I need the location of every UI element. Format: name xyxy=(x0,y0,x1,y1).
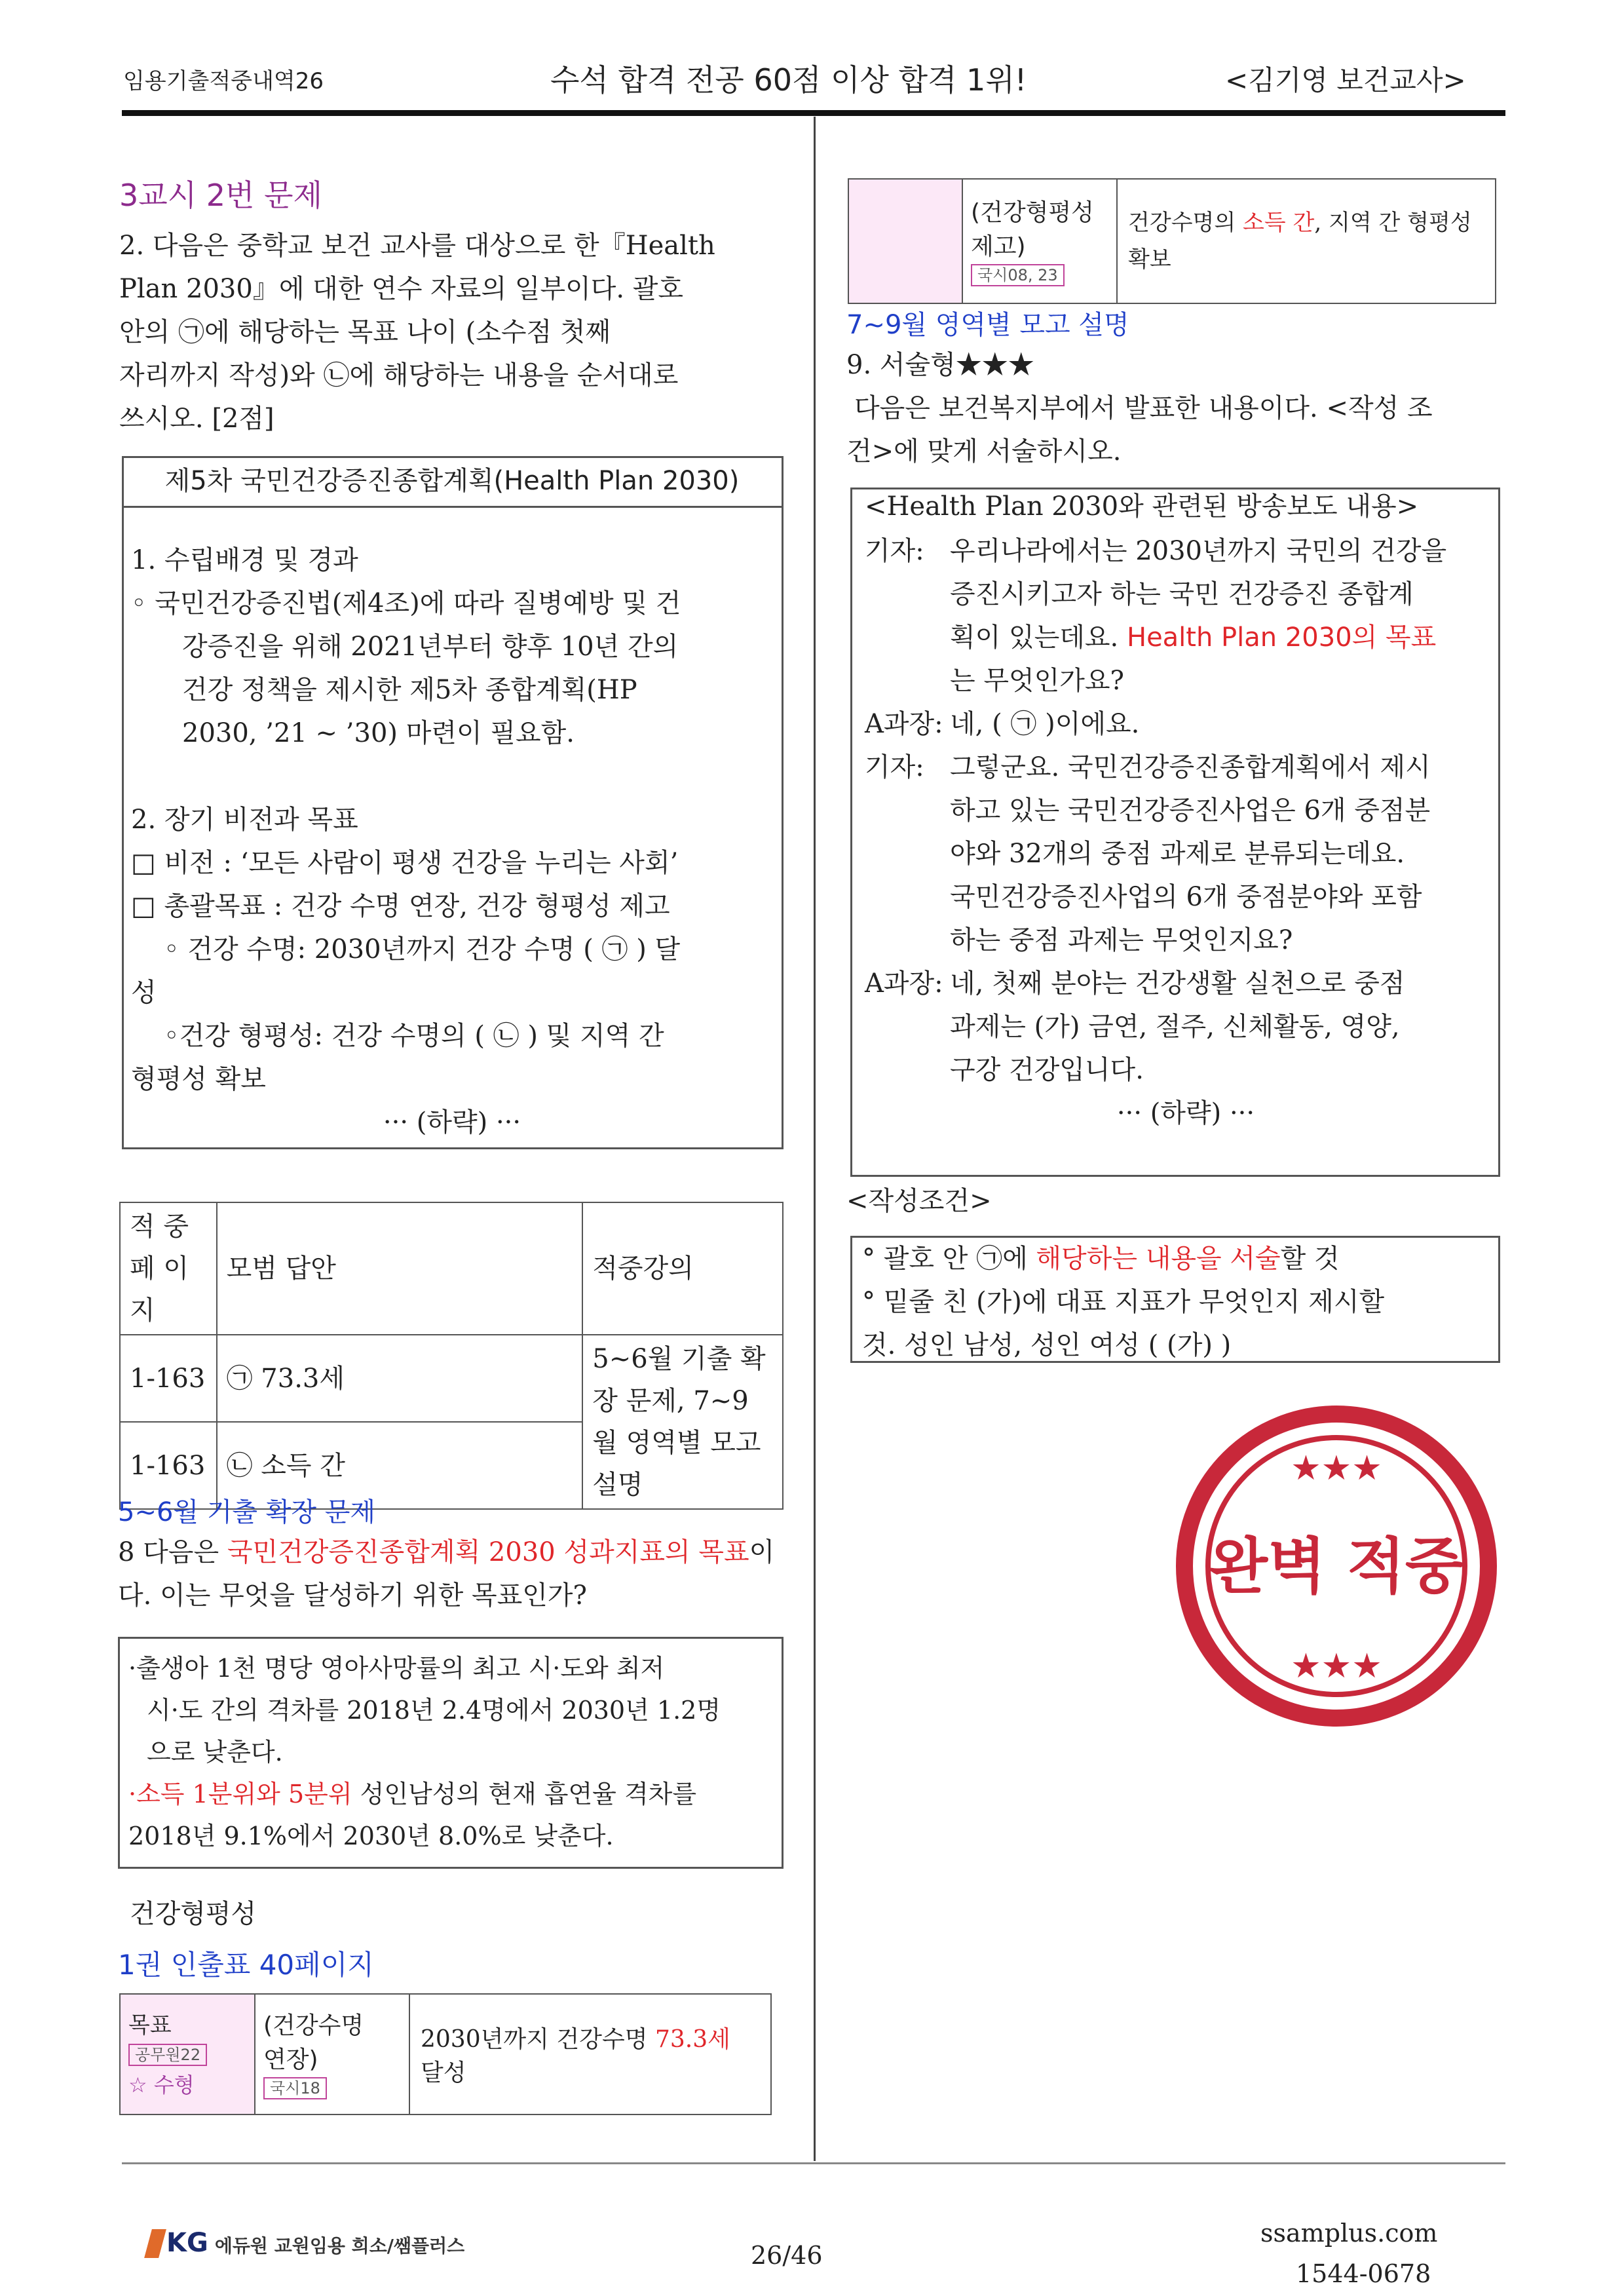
table-row xyxy=(120,1202,783,1335)
footer-logo: KG 에듀원 교원임용 희소/쌤플러스 xyxy=(148,2228,464,2258)
header-right: <김기영 보건교사> xyxy=(1225,64,1466,96)
header-center: 수석 합격 전공 60점 이상 합격 1위! xyxy=(550,62,1027,98)
broadcast-box-title: <Health Plan 2030와 관련된 방송보도 내용> xyxy=(865,491,1419,522)
table-cell: 1-163 xyxy=(120,1335,217,1422)
indicator-box-body: ·출생아 1천 명당 영아사망률의 최고 시·도와 최저 시·도 간의 격차를 2018년 2.4명에서 2030년 1.2명 으로 낮춘다. ·소득 1분위와 5분위 성인남성의 현재 흡연율 격차를 2018년 9.1%에서 2030년 8.0%로 낮춘다. xyxy=(128,1654,721,1850)
table-row xyxy=(120,1994,771,2114)
footer-phone: 1544-0678 xyxy=(1296,2259,1431,2288)
section-title: 3교시 2번 문제 xyxy=(119,178,322,213)
table-header-answer: 모범 답안 xyxy=(217,1202,583,1335)
right-section-title: 7~9월 영역별 모고 설명 xyxy=(846,310,1129,340)
exam-tag: 공무원22 xyxy=(128,2044,207,2066)
exam-tag: 국시08, 23 xyxy=(971,264,1065,286)
stamp-text: 완벽 적중 xyxy=(1209,1531,1463,1601)
question-9-title: 9. 서술형★★★ xyxy=(846,350,1034,380)
star-icon: ☆ xyxy=(128,2073,147,2097)
answer-table xyxy=(119,1202,784,1510)
section3-title: 1권 인출표 40페이지 xyxy=(118,1949,374,1981)
question-8-line1: 8 다음은 국민건강증진종합계획 2030 성과지표의 목표이 xyxy=(118,1537,775,1567)
goal-cell-content: 2030년까지 건강수명 73.3세 달성 xyxy=(409,1994,771,2114)
question-9-line2: 건>에 맞게 서술하시오. xyxy=(846,436,1122,467)
page-number: 26/46 xyxy=(751,2241,823,2270)
svg-text:★★★: ★★★ xyxy=(1291,1449,1382,1488)
plan-box-title-rule xyxy=(122,506,784,508)
equity-cell-content: 건강수명의 소득 간, 지역 간 형평성 확보 xyxy=(1117,179,1496,303)
goal-cell-label: 목표 공무원22 ☆ 수형 xyxy=(120,1994,255,2114)
footer-rule xyxy=(122,2162,1505,2164)
goal-table xyxy=(119,1993,772,2115)
equity-table xyxy=(848,178,1496,304)
table-cell: 1-163 xyxy=(120,1422,217,1509)
condition-box-body: ° 괄호 안 ㉠에 해당하는 내용을 서술할 것 ° 밑줄 친 (가)에 대표 지표가 무엇인지 제시할 것. 성인 남성, 성인 여성 ( (가) ) xyxy=(862,1244,1385,1360)
broadcast-box-body: 기자: 우리나라에서는 2030년까지 국민의 건강을 증진시키고자 하는 국민 건강증진 종합계 획이 있는데요. Health Plan 2030의 목표 는 무엇인가요? A과장: 네, ( ㉠ )이에요. 기자: 그렇군요. 국민건강증진종합계획에서 제시 하고 있는 국민건강증진사업은 6개 중점분 야와 32개의 중점 과제로 분류되는데요. 국민건강증진사업의 6개 중점분야와 포함 하는 중점 과제는 무엇인지요? A과장: 네, 첫째 분야는 건강생활 실천으로 중점 과제는 (가) 금연, 절주, 신체활동, 영양, 구강 건강입니다. ··· (하략) ··· xyxy=(865,536,1447,1128)
table-row xyxy=(120,1335,783,1422)
header-rule xyxy=(122,110,1505,116)
stamp-icon xyxy=(1173,1402,1500,1730)
column-divider xyxy=(814,117,816,2161)
plan-box-title: 제5차 국민건강증진종합계획(Health Plan 2030) xyxy=(164,466,740,496)
table-row xyxy=(848,179,1496,303)
header-left: 임용기출적중내역26 xyxy=(123,68,324,94)
question-2: 2. 다음은 중학교 보건 교사를 대상으로 한『Health Plan 2030』에 대한 연수 자료의 일부이다. 괄호 안의 ㉠에 해당하는 목표 나이 (소수점 첫째 자리까지 작성)와 ㉡에 해당하는 내용을 순서대로 쓰시오. [2점] xyxy=(119,231,715,434)
equity-cell-topic: (건강형평성 제고) 국시08, 23 xyxy=(962,179,1117,303)
exam-tag: 국시18 xyxy=(263,2077,327,2099)
table-cell: ㉡ 소득 간 xyxy=(217,1422,583,1509)
equity-label: 건강형평성 xyxy=(130,1899,257,1929)
table-header-lecture: 적중강의 xyxy=(582,1202,783,1335)
condition-title: <작성조건> xyxy=(846,1186,992,1216)
plan-box-body: 1. 수립배경 및 경과 ◦ 국민건강증진법(제4조)에 따라 질병예방 및 건 강증진을 위해 2021년부터 향후 10년 간의 건강 정책을 제시한 제5차 종합계획(HP 2030, ’21 ~ ’30) 마련이 필요함. 2. 장기 비전과 목표 □ 비전 : ‘모든 사람이 평생 건강을 누리는 사회’ □ 총괄목표 : 건강 수명 연장, 건강 형평성 제고 ◦ 건강 수명: 2030년까지 건강 수명 ( ㉠ ) 달 성 ◦건강 형평성: 건강 수명의 ( ㉡ ) 및 지역 간 형평성 확보 ··· (하략) ··· xyxy=(131,545,681,1138)
table-cell-lecture: 5~6월 기출 확장 문제, 7~9월 영역별 모고 설명 xyxy=(582,1335,783,1509)
logo-mark-icon xyxy=(144,2229,166,2258)
question-8-line2: 다. 이는 무엇을 달성하기 위한 목표인가? xyxy=(118,1580,587,1611)
section2-title: 5~6월 기출 확장 문제 xyxy=(118,1497,376,1527)
table-header-page: 적 중 페 이 지 xyxy=(120,1202,217,1335)
footer-site: ssamplus.com xyxy=(1260,2219,1438,2248)
equity-cell-label xyxy=(848,179,962,303)
goal-cell-topic: (건강수명 연장) 국시18 xyxy=(255,1994,409,2114)
question-9-line1: 다음은 보건복지부에서 발표한 내용이다. <작성 조 xyxy=(854,393,1433,423)
svg-text:★★★: ★★★ xyxy=(1291,1647,1382,1686)
table-cell: ㉠ 73.3세 xyxy=(217,1335,583,1422)
